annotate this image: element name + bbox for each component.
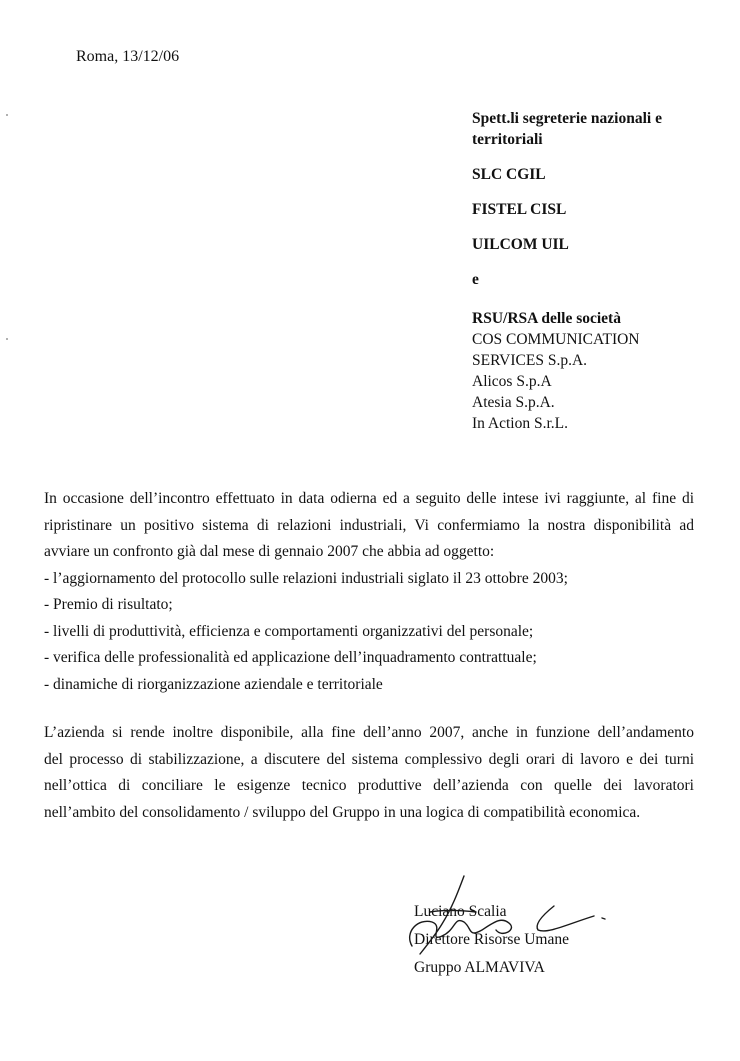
body-line: avviare un confronto già dal mese di gennaio 2007 che abbia ad oggetto: [44,543,495,560]
body-line: L’azienda si rende inoltre disponibile, alla fine dell’anno 2007, anche in funzione dell’andamento [44,724,694,741]
recipient-union-slc: SLC CGIL [472,166,546,183]
body-line: In occasione dell’incontro effettuato in data odierna ed a seguito delle intese ivi raggiunte, al fine di [44,490,694,507]
topics-list [44,566,694,699]
signatory-group: Gruppo ALMAVIVA [414,959,545,976]
list-item: - Premio di risultato; [44,596,173,613]
list-item: - livelli di produttività, efficienza e comportamenti organizzativi del personale; [44,622,534,640]
body-line: del processo di stabilizzazione, a discutere del sistema complessivo degli orari di lavoro e dei turni [44,750,694,768]
recipient-rsu-heading: RSU/RSA delle società [472,310,621,327]
recipient-union-uilcom: UILCOM UIL [472,236,569,253]
company-line: Atesia S.p.A. [472,394,555,411]
list-item: - verifica delle professionalità ed applicazione dell’inquadramento contrattuale; [44,649,537,666]
company-line: COS COMMUNICATION [472,331,640,348]
letter-date: Roma, 13/12/06 [76,48,180,65]
recipient-line-2: territoriali [472,131,543,148]
company-line: Alicos S.p.A [472,373,552,390]
recipient-line-1: Spett.li segreterie nazionali e [472,110,662,127]
company-line: SERVICES S.p.A. [472,352,588,369]
list-item: - l’aggiornamento del protocollo sulle relazioni industriali siglato il 23 ottobre 2003; [44,569,568,587]
company-line: In Action S.r.L. [472,415,569,432]
scan-speck [6,114,8,116]
scan-speck [6,338,8,340]
paragraph-intro [44,486,694,566]
paragraph-availability [44,720,694,826]
signatory-name: Luciano Scalia [414,903,507,920]
list-item: - dinamiche di riorganizzazione aziendale e territoriale [44,675,383,693]
letter-body [44,486,694,826]
recipients-block [472,108,732,434]
recipient-conjunction: e [472,271,479,288]
recipient-union-fistel: FISTEL CISL [472,201,567,218]
body-line: nell’ambito del consolidamento / sviluppo del Gruppo in una logica di compatibilità economica. [44,803,641,821]
body-line: ripristinare un positivo sistema di relazioni industriali, Vi confermiamo la nostra disponibilità ad [44,516,694,534]
body-line: nell’ottica di conciliare le esigenze tecnico produttive dell’azienda con quelle dei lavoratori [44,777,694,794]
signatory-title: Direttore Risorse Umane [414,931,569,948]
signature-block [414,898,569,982]
